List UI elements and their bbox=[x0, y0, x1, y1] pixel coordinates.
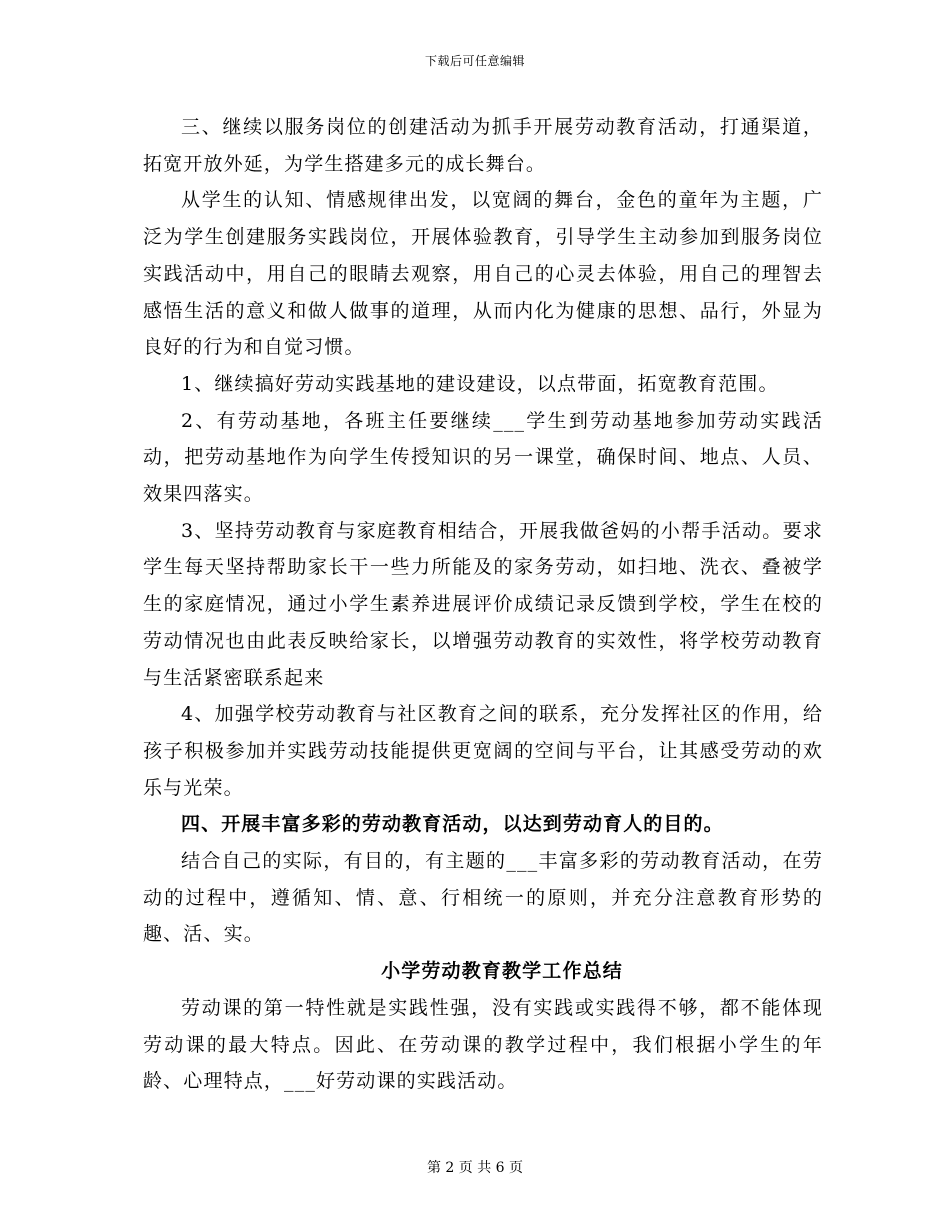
list-item-3: 3、坚持劳动教育与家庭教育相结合，开展我做爸妈的小帮手活动。要求学生每天坚持帮助家长干一些力所能及的家务劳动，如扫地、洗衣、叠被学生的家庭情况，通过小学生素养进展评价成绩记录反馈到学校，学生在校的劳动情况也由此表反映给家长，以增强劳动教育的实效性，将学校劳动教育与生活紧密联系起来 bbox=[143, 519, 823, 689]
section-paragraph-3: 三、继续以服务岗位的创建活动为抓手开展劳动教育活动，打通渠道，拓宽开放外延，为学生搭建多元的成长舞台。 bbox=[143, 116, 823, 175]
page-footer: 第 2 页 共 6 页 bbox=[426, 1160, 524, 1176]
page-header: 下载后可任意编辑 bbox=[424, 54, 525, 68]
document-title: 小学劳动教育教学工作总结 bbox=[381, 960, 623, 983]
body-paragraph: 劳动课的第一特性就是实践性强，没有实践或实践得不够，都不能体现劳动课的最大特点。因此、在劳动课的教学过程中，我们根据小学生的年龄、心理特点，___好劳动课的实践活动。 bbox=[143, 996, 823, 1093]
document-body bbox=[143, 109, 823, 1100]
list-item-4: 4、加强学校劳动教育与社区教育之间的联系，充分发挥社区的作用，给孩子积极参加并实践劳动技能提供更宽阔的空间与平台，让其感受劳动的欢乐与光荣。 bbox=[143, 703, 823, 799]
body-paragraph: 从学生的认知、情感规律出发，以宽阔的舞台，金色的童年为主题，广泛为学生创建服务实践岗位，开展体验教育，引导学生主动参加到服务岗位实践活动中，用自己的眼睛去观察，用自己的心灵去体验，用自己的理智去感悟生活的意义和做人做事的道理，从而内化为健康的思想、品行，外显为良好的行为和自觉习惯。 bbox=[143, 189, 823, 359]
list-item-2: 2、有劳动基地，各班主任要继续___学生到劳动基地参加劳动实践活动，把劳动基地作为向学生传授知识的另一课堂，确保时间、地点、人员、效果四落实。 bbox=[143, 409, 823, 506]
section-heading-4: 四、开展丰富多彩的劳动教育活动，以达到劳动育人的目的。 bbox=[181, 813, 724, 836]
list-item-1: 1、继续搞好劳动实践基地的建设建设，以点带面，拓宽教育范围。 bbox=[181, 372, 779, 395]
body-paragraph: 结合自己的实际，有目的，有主题的___丰富多彩的劳动教育活动，在劳动的过程中，遵循知、情、意、行相统一的原则，并充分注意教育形势的趣、活、实。 bbox=[143, 850, 823, 946]
